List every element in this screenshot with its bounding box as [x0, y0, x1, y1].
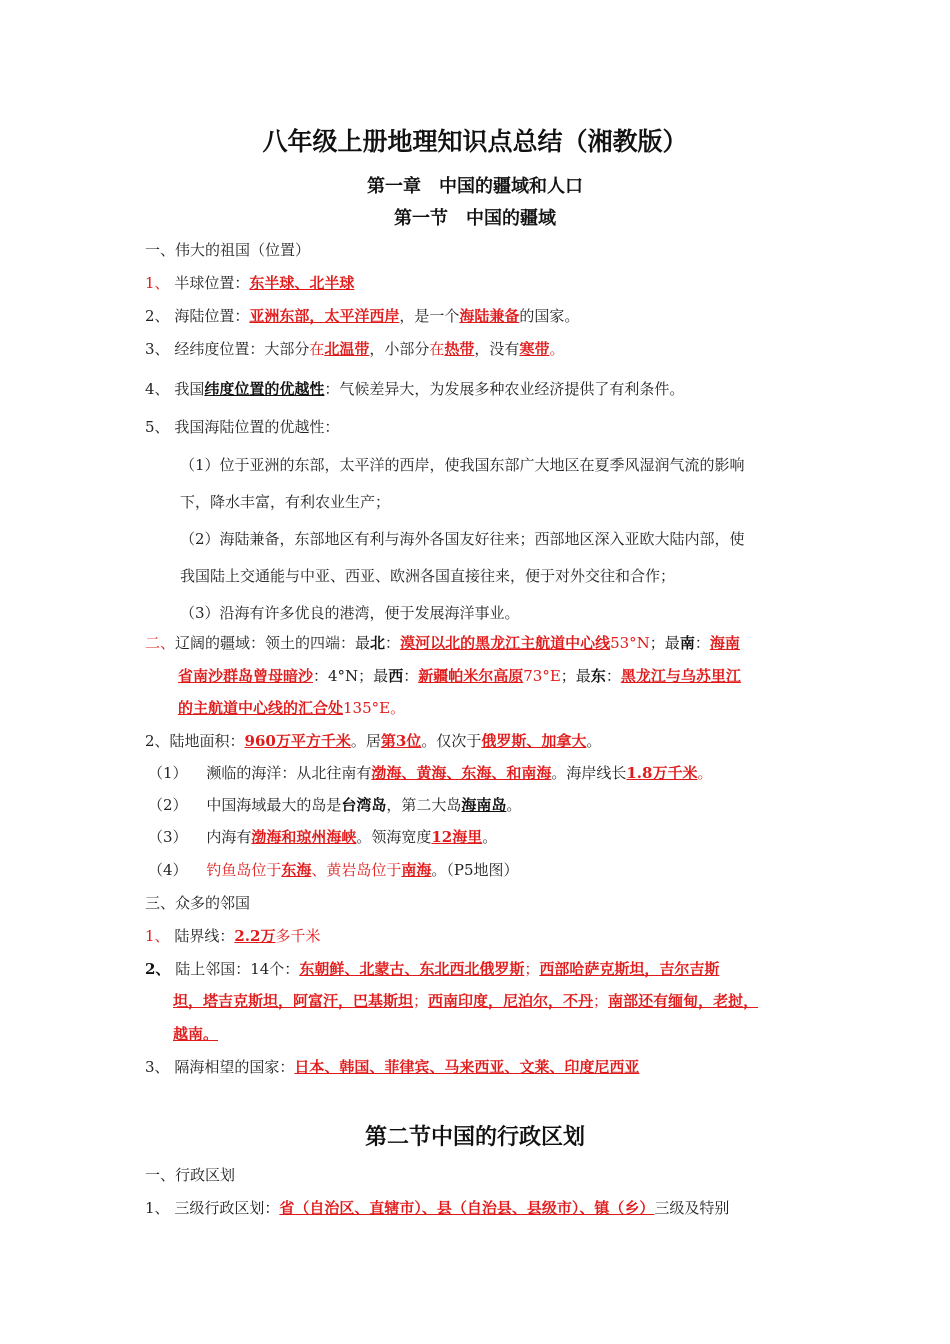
heading-neighbors: 三、众多的邻国 [145, 894, 251, 912]
para-1a: （1）位于亚洲的东部，太平洋的西岸，使我国东部广大地区在夏季风湿润气流的影响 [180, 456, 745, 474]
line-territory-1: 二、辽阔的疆域：领土的四端：最北：漠河以北的黑龙江主航道中心线53°N；最南：海南 [145, 634, 740, 652]
line-landsea-advantage: 5、 我国海陆位置的优越性： [145, 418, 340, 436]
line-hemisphere: 1、 半球位置：东半球、北半球 [145, 274, 355, 292]
line-land-neighbors-1: 2、 陆上邻国：14个：东朝鲜、北蒙古、东北西北俄罗斯；西部哈萨克斯坦，吉尔吉斯 [145, 960, 720, 978]
para-3: （3）沿海有许多优良的港湾，便于发展海洋事业。 [180, 604, 520, 622]
line-latitude-advantage: 4、 我国纬度位置的优越性：气候差异大，为发展多种农业经济提供了有利条件。 [145, 380, 685, 398]
line-sea-neighbors: 3、 隔海相望的国家：日本、韩国、菲律宾、马来西亚、文莱、印度尼西亚 [145, 1058, 640, 1076]
para-1b: 下，降水丰富，有利农业生产； [180, 493, 391, 511]
line-admin-levels: 1、 三级行政区划：省（自治区、直辖市）、县（自治县、县级市）、镇（乡）三级及特别 [145, 1199, 730, 1217]
heading-admin: 一、行政区划 [145, 1166, 236, 1184]
item-inland-sea: （3） 内海有渤海和琼州海峡。领海宽度12海里。 [148, 828, 498, 846]
line-territory-3: 的主航道中心线的汇合处135°E。 [178, 699, 406, 717]
section2-title: 第二节中国的行政区划 [364, 1125, 585, 1150]
document-title: 八年级上册地理知识点总结（湘教版） [262, 127, 688, 156]
heading-position: 一、伟大的祖国（位置） [145, 241, 311, 259]
line-land-neighbors-2: 坦，塔吉克斯坦，阿富汗，巴基斯坦；西南印度，尼泊尔，不丹；南部还有缅甸，老挝， [173, 992, 759, 1010]
item-islands: （2） 中国海域最大的岛是台湾岛，第二大岛海南岛。 [148, 796, 522, 814]
line-land-sea: 2、 海陆位置：亚洲东部，太平洋西岸，是一个海陆兼备的国家。 [145, 307, 580, 325]
item-diaoyu: （4） 钓鱼岛位于东海、黄岩岛位于南海。（P5地图） [148, 861, 519, 879]
para-2a: （2）海陆兼备，东部地区有利与海外各国友好往来；西部地区深入亚欧大陆内部，使 [180, 530, 745, 548]
line-territory-2: 省南沙群岛曾母暗沙：4°N；最西：新疆帕米尔高原73°E；最东：黑龙江与乌苏里江 [178, 667, 741, 685]
line-land-neighbors-3: 越南。 [173, 1025, 219, 1043]
item-seas: （1） 濒临的海洋：从北往南有渤海、黄海、东海、和南海。海岸线长1.8万千米。 [148, 764, 713, 782]
para-2b: 我国陆上交通能与中亚、西亚、欧洲各国直接往来，便于对外交往和合作； [180, 567, 676, 585]
line-border-length: 1、 陆界线：2.2万多千米 [145, 927, 321, 945]
section-title: 第一节 中国的疆域 [394, 208, 556, 229]
chapter-title: 第一章 中国的疆域和人口 [367, 176, 583, 197]
line-latlon: 3、 经纬度位置：大部分在北温带，小部分在热带，没有寒带。 [145, 340, 565, 358]
line-land-area: 2、陆地面积：960万平方千米。居第3位。仅次于俄罗斯、加拿大。 [145, 732, 602, 750]
